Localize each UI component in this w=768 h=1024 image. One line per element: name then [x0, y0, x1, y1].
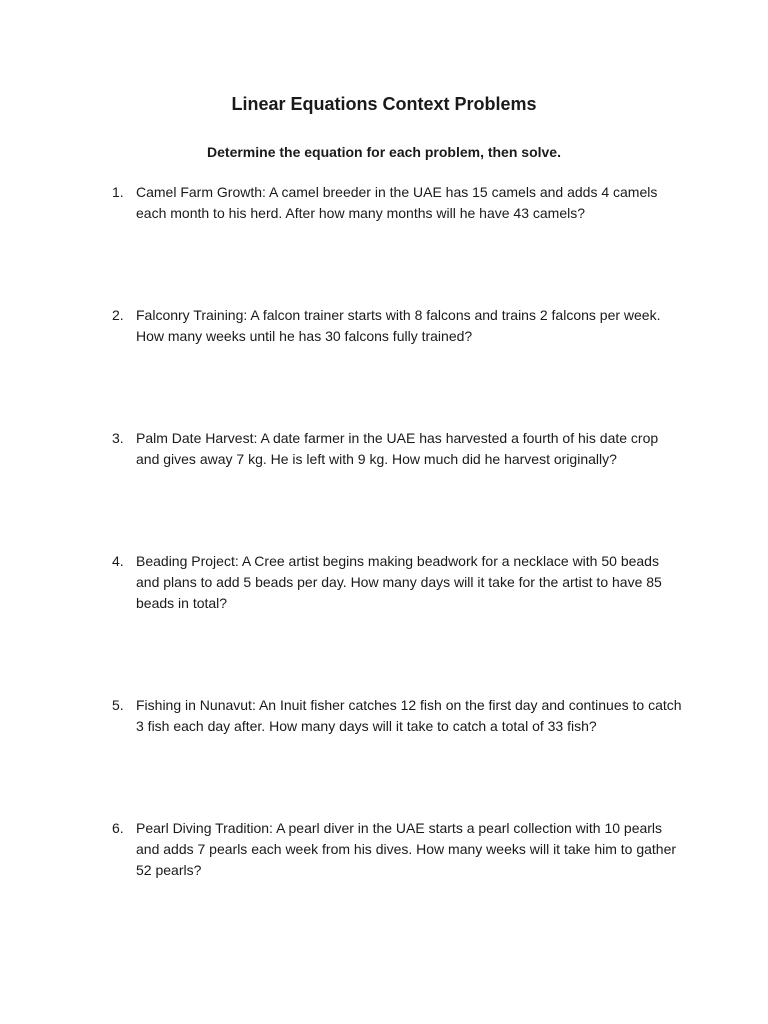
problem-number: 6. — [112, 820, 124, 836]
problem-text: Fishing in Nunavut: An Inuit fisher catches 12 fish on the first day and continues to catch 3 fish each day after. How many days will it take to catch a total of 33 fish? — [136, 697, 682, 734]
problem-text: Beading Project: A Cree artist begins making beadwork for a necklace with 50 beads and plans to add 5 beads per day. How many days will it take for the artist to have 85 beads in total? — [136, 553, 662, 611]
problem-text: Pearl Diving Tradition: A pearl diver in the UAE starts a pearl collection with 10 pearls and adds 7 pearls each week from his dives. How many weeks will it take him to gather 52 pearls? — [136, 820, 677, 878]
problem-item — [112, 428, 682, 470]
problem-text: Palm Date Harvest: A date farmer in the UAE has harvested a fourth of his date crop and gives away 7 kg. He is left with 9 kg. How much did he harvest originally? — [136, 430, 659, 467]
problem-item — [112, 818, 682, 881]
problem-item — [112, 551, 682, 614]
problem-item — [112, 695, 682, 737]
problem-number: 2. — [112, 307, 124, 323]
problem-item — [112, 305, 682, 347]
problem-text: Camel Farm Growth: A camel breeder in the UAE has 15 camels and adds 4 camels each month to his herd. After how many months will he have 43 camels? — [136, 184, 658, 221]
problem-number: 1. — [112, 184, 124, 200]
instructions: Determine the equation for each problem, then solve. — [207, 144, 561, 160]
problem-number: 4. — [112, 553, 124, 569]
problem-item — [112, 182, 682, 224]
page-title: Linear Equations Context Problems — [231, 94, 537, 114]
problem-number: 3. — [112, 430, 124, 446]
problem-text: Falconry Training: A falcon trainer starts with 8 falcons and trains 2 falcons per week. How many weeks until he has 30 falcons fully trained? — [136, 307, 661, 344]
problem-number: 5. — [112, 697, 124, 713]
